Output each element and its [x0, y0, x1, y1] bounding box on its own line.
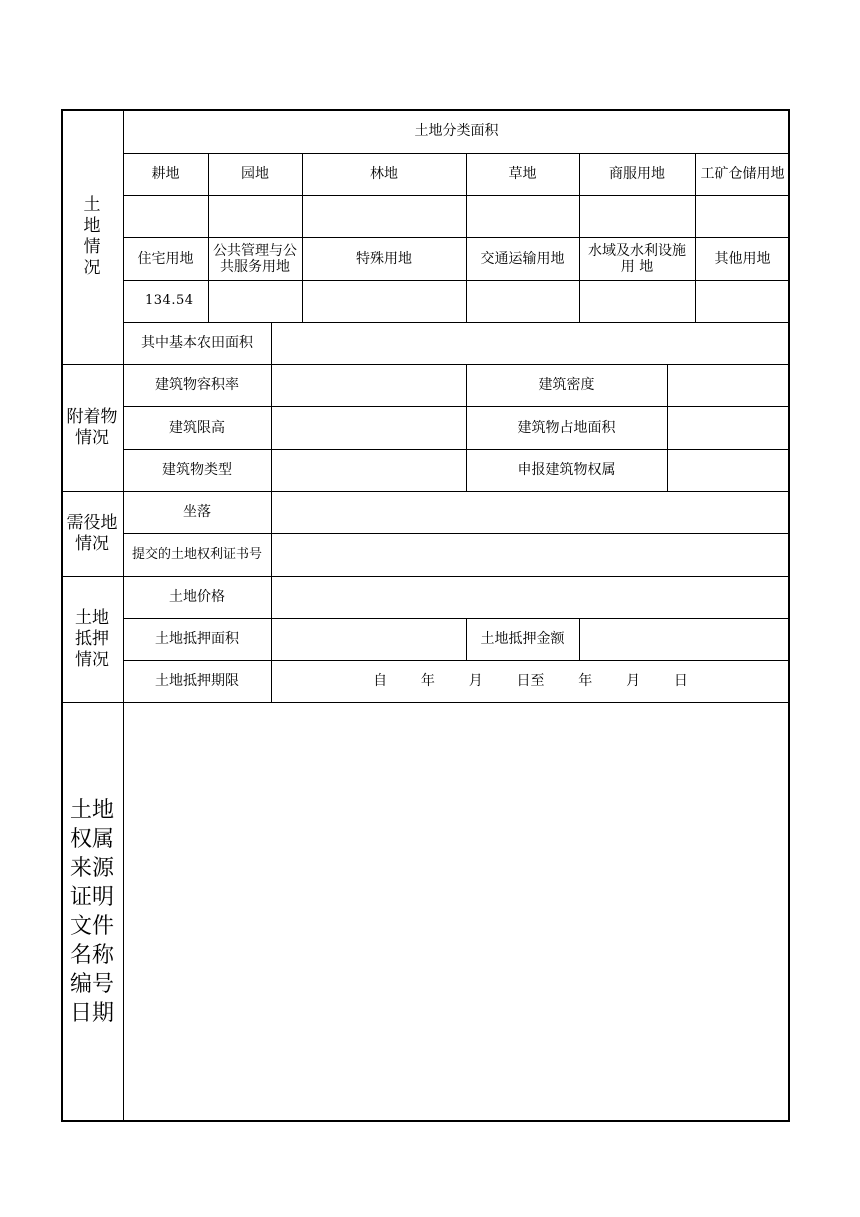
value-commercial[interactable] — [579, 195, 695, 237]
label-residential: 住宅用地 — [137, 250, 194, 267]
value-mortgage-term[interactable]: 自 年 月 日至 年 月 日 — [373, 673, 688, 689]
value-location[interactable] — [271, 491, 790, 533]
section-mortgage-heading: 土地 抵押 情况 — [75, 607, 109, 670]
value-mortgage-amount[interactable] — [579, 618, 790, 660]
label-mortgage-amount: 土地抵押金额 — [480, 631, 565, 647]
label-plot-ratio: 建筑物容积率 — [155, 377, 239, 393]
value-cultivated[interactable] — [123, 195, 208, 237]
section-attachment-heading: 附着物 情况 — [66, 406, 118, 448]
label-land-price: 土地价格 — [169, 589, 225, 605]
label-cultivated: 耕地 — [151, 166, 180, 182]
label-footprint: 建筑物占地面积 — [517, 419, 616, 436]
label-special: 特殊用地 — [356, 250, 412, 267]
value-public-service[interactable] — [208, 280, 302, 322]
value-density[interactable] — [667, 364, 790, 406]
value-grassland[interactable] — [466, 195, 579, 237]
value-building-type[interactable] — [271, 449, 466, 491]
label-height-limit: 建筑限高 — [169, 419, 225, 436]
label-ownership: 申报建筑物权属 — [517, 462, 616, 478]
classification-title: 土地分类面积 — [414, 123, 499, 139]
value-ownership[interactable] — [667, 449, 790, 491]
label-building-type: 建筑物类型 — [162, 462, 232, 478]
label-density: 建筑密度 — [538, 377, 595, 393]
label-certificate: 提交的土地权利证书号 — [131, 546, 262, 562]
value-height-limit[interactable] — [271, 406, 466, 449]
label-public-service: 公共管理与公 共服务用地 — [213, 242, 297, 275]
value-transport[interactable] — [466, 280, 579, 322]
value-mortgage-area[interactable] — [271, 618, 466, 660]
value-water[interactable] — [579, 280, 695, 322]
section-servient-heading: 需役地 情况 — [66, 512, 118, 554]
value-certificate[interactable] — [271, 533, 790, 576]
label-mortgage-term: 土地抵押期限 — [155, 673, 239, 689]
value-special[interactable] — [302, 280, 466, 322]
label-location: 坐落 — [183, 504, 211, 520]
label-orchard: 园地 — [241, 166, 269, 182]
value-forest[interactable] — [302, 195, 466, 237]
value-other[interactable] — [695, 280, 790, 322]
value-footprint[interactable] — [667, 406, 790, 449]
section-source-heading: 土地 权属 来源 证明 文件 名称 编号 日期 — [69, 798, 114, 1026]
value-residential[interactable]: 134.54 — [145, 293, 194, 308]
label-commercial: 商服用地 — [609, 166, 665, 182]
label-grassland: 草地 — [508, 166, 537, 182]
label-water: 水域及水利设施 用 地 — [588, 242, 686, 275]
section-land-heading: 土 地 情 况 — [83, 194, 101, 278]
label-other: 其他用地 — [714, 250, 771, 267]
value-industrial[interactable] — [695, 195, 790, 237]
value-plot-ratio[interactable] — [271, 364, 466, 406]
source-documents-area[interactable] — [123, 702, 790, 1122]
label-transport: 交通运输用地 — [480, 250, 565, 267]
label-basic-farmland: 其中基本农田面积 — [141, 335, 253, 351]
label-industrial: 工矿仓储用地 — [700, 166, 785, 182]
value-basic-farmland[interactable] — [271, 322, 790, 364]
label-mortgage-area: 土地抵押面积 — [155, 631, 239, 647]
value-land-price[interactable] — [271, 576, 790, 618]
label-forest: 林地 — [370, 166, 398, 182]
value-orchard[interactable] — [208, 195, 302, 237]
